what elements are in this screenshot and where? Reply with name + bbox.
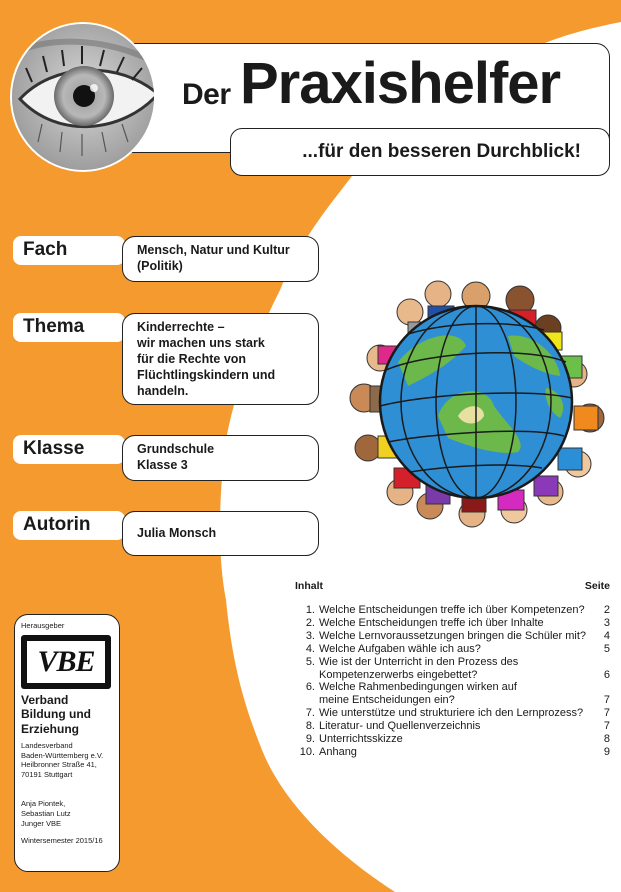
toc-item[interactable] [295, 656, 610, 682]
field-label-klasse [13, 435, 125, 464]
vbe-logo-text: VBE [27, 641, 105, 683]
field-value-fach [122, 236, 319, 282]
address-line: Heilbronner Straße 41, [21, 760, 97, 770]
address-line: Baden-Württemberg e.V. [21, 750, 104, 760]
toc-item-page: 3 [603, 616, 610, 629]
publisher-address [21, 741, 113, 779]
subtitle: ...für den besseren Durchblick! [302, 141, 581, 162]
toc-item-number: 1. [305, 604, 315, 616]
toc-item-title: Unterrichtsskizze [319, 733, 403, 746]
field-value-line: Kinderrechte – [137, 320, 225, 334]
field-label-text: Fach [23, 239, 68, 260]
page-title: Praxishelfer [240, 51, 561, 116]
toc-item-title: Welche Aufgaben wähle ich aus? [319, 642, 481, 655]
toc-item-title: Welche Entscheidungen treffe ich über Kompetenzen? [319, 604, 585, 616]
field-label-text: Thema [23, 316, 85, 337]
toc-item-number: 10. [299, 745, 315, 758]
toc-item-page: 7 [603, 720, 610, 733]
contributor-line: Anja Piontek, [21, 799, 66, 809]
publisher-label: Herausgeber [21, 621, 65, 630]
contributor-line: Junger VBE [21, 818, 62, 828]
toc-item-title-line: Welche Rahmenbedingungen wirken auf [319, 681, 517, 694]
address-line: 70191 Stuttgart [21, 769, 73, 779]
toc-item[interactable] [295, 746, 610, 759]
toc-item-title: Literatur- und Quellenverzeichnis [319, 720, 481, 733]
toc-item-page: 6 [603, 668, 610, 681]
toc-heading: Inhalt [295, 580, 323, 592]
toc-item-title-line: meine Entscheidungen ein? [319, 694, 455, 707]
field-value-line: Grundschule [137, 442, 215, 456]
publisher-semester: Wintersemester 2015/16 [21, 836, 103, 846]
toc-item[interactable] [295, 617, 610, 630]
toc-item-title [319, 656, 596, 682]
eye-icon [12, 24, 156, 172]
table-of-contents [295, 580, 610, 759]
globe-children-icon [338, 266, 614, 534]
subtitle-box [230, 128, 610, 176]
publisher-name [21, 693, 113, 737]
globe-children-illustration [338, 266, 614, 534]
toc-item-number: 8. [305, 720, 315, 733]
field-value-line: (Politik) [137, 259, 183, 273]
toc-item-number: 7. [305, 707, 315, 720]
toc-item[interactable] [295, 604, 610, 617]
field-value-line: Flüchtlingskindern und [137, 368, 276, 382]
toc-item-page: 8 [603, 733, 610, 746]
publisher-name-line: Erziehung [21, 721, 80, 736]
toc-item-number: 3. [305, 629, 315, 642]
toc-item-title-line: Wie ist der Unterricht in den Prozess des [319, 655, 519, 668]
toc-item[interactable] [295, 720, 610, 733]
publisher-name-line: Verband [21, 692, 69, 707]
toc-item-title: Welche Entscheidungen treffe ich über Inhalte [319, 616, 544, 629]
toc-item-page: 2 [603, 604, 610, 616]
toc-item-title-line: Kompetenzerwerbs eingebettet? [319, 668, 478, 681]
toc-header [295, 580, 610, 594]
vbe-logo [21, 635, 111, 689]
toc-item-page: 4 [603, 629, 610, 642]
toc-item-title: Anhang [319, 745, 357, 758]
title-prefix: Der [182, 78, 231, 111]
publisher-contributors [21, 799, 113, 828]
toc-list [295, 604, 610, 759]
toc-item-title: Wie unterstütze und strukturiere ich den Lernprozess? [319, 707, 584, 720]
toc-item[interactable] [295, 681, 610, 707]
toc-item-number: 4. [305, 642, 315, 655]
field-label-autorin [13, 511, 125, 540]
toc-item[interactable] [295, 643, 610, 656]
toc-item-title [319, 681, 596, 707]
toc-item-page: 7 [603, 694, 610, 707]
toc-item-number: 6. [305, 681, 315, 694]
field-value-line: für die Rechte von [137, 352, 247, 366]
toc-item-title: Welche Lernvoraussetzungen bringen die Schüler mit? [319, 629, 587, 642]
contributor-line: Sebastian Lutz [21, 809, 71, 819]
field-label-text: Autorin [23, 514, 91, 535]
field-value-line: Julia Monsch [137, 526, 217, 540]
toc-item-page: 7 [603, 707, 610, 720]
toc-item[interactable] [295, 707, 610, 720]
eye-photo [10, 22, 156, 172]
toc-item-number: 5. [305, 655, 315, 668]
toc-item-number: 2. [305, 616, 315, 629]
field-value-line: wir machen uns stark [137, 336, 265, 350]
field-label-fach [13, 236, 125, 265]
publisher-box [14, 614, 120, 872]
field-label-thema [13, 313, 125, 342]
field-value-line: handeln. [137, 384, 189, 398]
globe [380, 306, 572, 498]
field-label-text: Klasse [23, 438, 85, 459]
field-value-autorin [122, 511, 319, 556]
field-value-line: Mensch, Natur und Kultur [137, 243, 290, 257]
toc-item-page: 9 [603, 745, 610, 758]
address-line: Landesverband [21, 741, 73, 751]
field-value-klasse [122, 435, 319, 481]
toc-item-page: 5 [603, 642, 610, 655]
toc-item[interactable] [295, 630, 610, 643]
field-value-thema [122, 313, 319, 405]
field-value-line: Klasse 3 [137, 458, 188, 472]
toc-item-number: 9. [305, 733, 315, 746]
publisher-name-line: Bildung und [21, 707, 91, 722]
toc-item[interactable] [295, 733, 610, 746]
toc-page-heading: Seite [584, 580, 610, 592]
